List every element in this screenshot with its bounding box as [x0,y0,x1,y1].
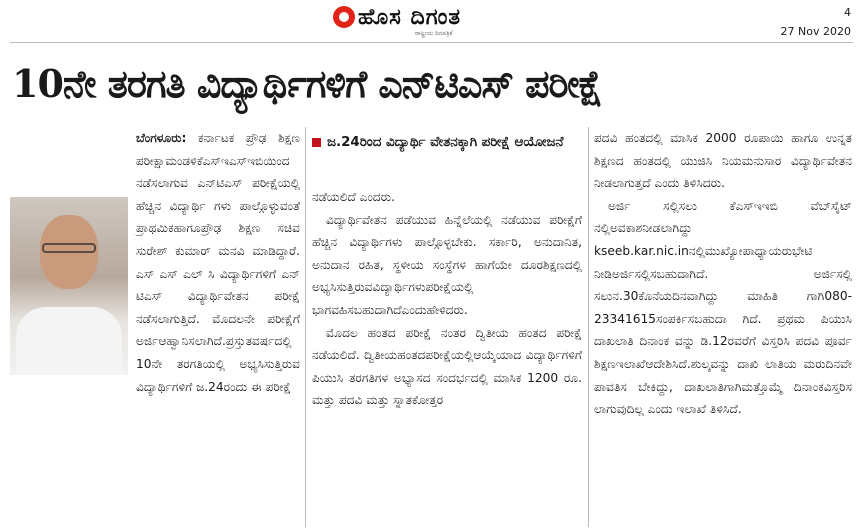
subheading-text: ಜ.24ರಿಂದ ವಿದ್ಯಾರ್ಥಿ ವೇತನಕ್ಕಾಗಿ ಪರೀಕ್ಷೆ ಆಯೋಜನೆ [327,135,564,150]
masthead [0,0,863,40]
logo-text: ಹೊಸ ದಿಗಂತ [358,4,462,30]
dateline: ಬೆಂಗಳೂರು: [136,131,187,145]
photo-shirt [16,307,122,375]
sun-logo-icon [333,6,355,28]
newspaper-logo [333,4,461,30]
column-3-paragraph-1: ಪದವಿ ಹಂತದಲ್ಲಿ ಮಾಸಿಕ 2000 ರೂಪಾಯಿ ಹಾಗೂ ಉನ್ನತ ಶಿಕ್ಷಣದ ಹಂತದಲ್ಲಿ ಯುಜಿಸಿ ನಿಯಮನುಸಾರ ವಿದ್ಯಾರ್ಥಿವೇತನ ನೀಡಲಾಗುತ್ತದೆ ಎಂದು ತಿಳಿಸಿದರು. [594,131,852,191]
publication-date: 27 Nov 2020 [780,25,851,38]
column-2-paragraph-2: ವಿದ್ಯಾರ್ಥಿವೇತನ ಪಡೆಯುವ ಹಿನ್ನೆಲೆಯಲ್ಲಿ ನಡೆಯುವ ಪರೀಕ್ಷೆಗೆ ಹೆಚ್ಚಿನ ವಿದ್ಯಾರ್ಥಿಗಳು ಪಾಲ್ಗೊಳ್ಳಬೇಕು. ಸರ್ಕಾರಿ, ಅನುದಾನಿತ, ಅನುದಾನ ರಹಿತ, ಸ್ಥಳೀಯ ಸಂಸ್ಥೆಗಳ ಹಾಗೆಯೇ ದೂರಶಿಕ್ಷಣದಲ್ಲಿ ಅಭ್ಯಸಿಸುತ್ತಿರುವವಿದ್ಯಾರ್ಥಿಗಳುಪರೀಕ್ಷೆಯಲ್ಲಿ ಭಾಗವಹಿಸಬಹುದಾಗಿದೆಎಂದುಹೇಳಿದರು. [312,212,582,317]
page-number: 4 [844,6,851,19]
column-2-paragraph-1: ನಡೆಯಲಿದೆ ಎಂದರು. [312,190,395,204]
minister-photo [10,197,128,375]
article-subheading [312,130,582,184]
red-bullet-icon [312,138,321,147]
column-2-paragraph-3: ಮೊದಲ ಹಂತದ ಪರೀಕ್ಷೆ ನಂತರ ದ್ವಿತೀಯ ಹಂತದ ಪರೀಕ್ಷೆ ನಡೆಯಲಿದೆ. ದ್ವಿತೀಯಹಂತದಪರೀಕ್ಷೆಯಲ್ಲಿಆಯ್ಕೆಯಾದ ವಿದ್ಯಾರ್ಥಿಗಳಿಗೆ ಪಿಯುಸಿ ತರಗತಿಗಳ ಅಭ್ಯಾಸದ ಸಂದರ್ಭದಲ್ಲಿ ಮಾಸಿಕ 1200 ರೂ. ಮತ್ತು ಪದವಿ ಮತ್ತು ಸ್ನಾತಕೋತ್ತರ [312,325,582,408]
article-column-1 [10,127,300,527]
column-1-body: ಕರ್ನಾಟಕ ಪ್ರೌಢ ಶಿಕ್ಷಣ ಪರೀಕ್ಷಾಮಂಡಳಿಕೆಎಸ್‌ಇಎಸ್‌ಇಬಿಯಿಂದ ನಡೆಸಲಾಗುವ ಎನ್‌ಟಿಎಸ್ ಪರೀಕ್ಷೆಯಲ್ಲಿ ಹೆಚ್ಚಿನ ವಿದ್ಯಾರ್ಥಿ ಗಳು ಪಾಲ್ಗೊಳ್ಳುವಂತೆ ಪ್ರಾಥಮಿಕಹಾಗೂಪ್ರೌಢ ಶಿಕ್ಷಣ ಸಚಿವ ಸುರೇಶ್ ಕುಮಾರ್ ಮನವಿ ಮಾಡಿದ್ದಾರೆ. ಎಸ್ ಎಸ್ ಎಲ್ ಸಿ ವಿದ್ಯಾರ್ಥಿಗಳಿಗೆ ಎನ್ ಟಿಎಸ್ ವಿದ್ಯಾರ್ಥಿವೇತನ ಪರೀಕ್ಷೆ ನಡೆಸಲಾಗುತ್ತಿದೆ. ಮೊದಲನೇ ಪರೀಕ್ಷೆಗೆ ಅರ್ಜಿಆಹ್ವಾನಿಸಲಾಗಿದೆ.ಪ್ರಸ್ತುತವರ್ಷದಲ್ಲಿ 10ನೇ ತರಗತಿಯಲ್ಲಿ ಅಭ್ಯಸಿಸುತ್ತಿರುವ ವಿದ್ಯಾರ್ಥಿಗಳಿಗೆ ಜ.24ರಂದು ಈ ಪರೀಕ್ಷೆ [136,131,300,394]
photo-spectacles [42,243,96,253]
article-column-3 [594,127,852,527]
article-column-2 [312,186,582,526]
column-divider-1 [305,127,306,527]
column-3-paragraph-2: ಅರ್ಜಿ ಸಲ್ಲಿಸಲು ಕೆಎಸ್‌ಇಇಬಿ ವೆಬ್‌ಸೈಟ್ ನಲ್ಲಿಅವಕಾಶನೀಡಲಾಗಿದ್ದು kseeb.kar.nic.inನಲ್ಲಿಮುಖ್ಯೋಪಾಧ್ಯಾಯರುಭೇಟಿ ನೀಡಿಅರ್ಜಿಸಲ್ಲಿಸಬಹುದಾಗಿದೆ. ಅರ್ಜಿಸಲ್ಲಿ ಸಲುನ.30ಕೊನೆಯದಿನವಾಗಿದ್ದು ಮಾಹಿತಿ ಗಾಗಿ080-23341615ಸಂಪರ್ಕಿಸಬಹುದಾ ಗಿದೆ. ಪ್ರಥಮ ಪಿಯುಸಿ ದಾಖಲಾತಿ ದಿನಾಂಕ ವನ್ನು ಡಿ.12ರವರೆಗೆ ವಿಸ್ತರಿಸಿ ಪದವಿ ಪೂರ್ವ ಶಿಕ್ಷಣಇಲಾಖೆಆದೇಶಿಸಿದೆ.ಶುಲ್ಕವನ್ನು ದಾಖಿ ಲಾತಿಯ ಮರುದಿನವೇ ಪಾವತಿಸ ಬೇಕಿದ್ದು, ದಾಖಲಾತಿಗಾಗಿಮತ್ತೊಮ್ಮೆ ದಿನಾಂಕವಿಸ್ತರಿಸ ಲಾಗುವುದಿಲ್ಲ ಎಂದು ಇಲಾಖೆ ತಿಳಿಸಿದೆ. [594,198,852,417]
masthead-divider [10,42,853,43]
article-headline: 10ನೇ ತರಗತಿ ವಿದ್ಯಾರ್ಥಿಗಳಿಗೆ ಎನ್‌ಟಿಎಸ್ ಪರೀಕ್ಷೆ [12,61,603,106]
column-divider-2 [588,127,589,527]
logo-tagline: ರಾಷ್ಟ್ರೀಯ ದಿನಪತ್ರಿಕೆ [415,30,453,37]
